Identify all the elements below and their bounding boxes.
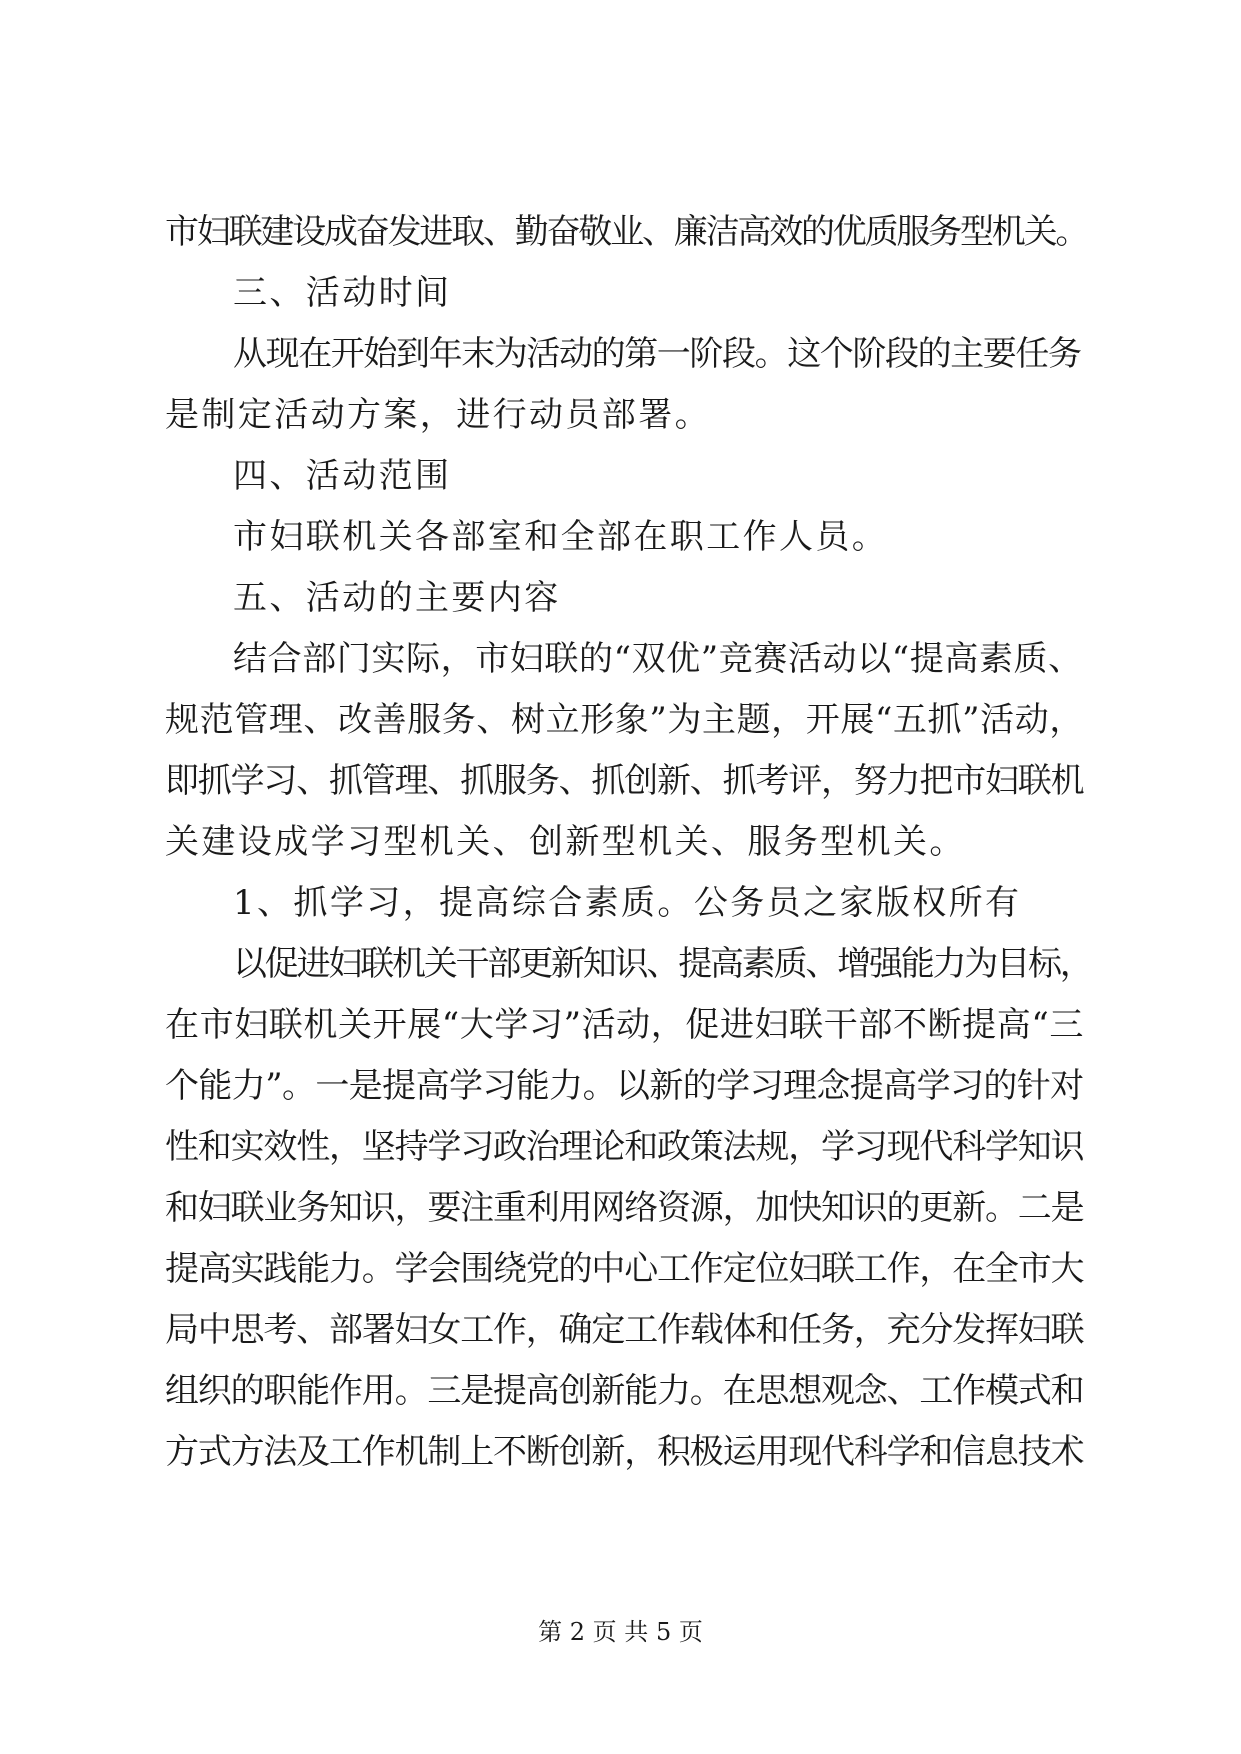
text-line: 性和实效性，坚持学习政治理论和政策法规，学习现代科学知识 xyxy=(165,1127,1084,1167)
text-line: 以促进妇联机关干部更新知识、提高素质、增强能力为目标， xyxy=(233,944,1092,984)
text-line: 市妇联建设成奋发进取、勤奋敬业、廉洁高效的优质服务型机关。 xyxy=(165,212,1088,252)
text-line: 从现在开始到年末为活动的第一阶段。这个阶段的主要任务 xyxy=(233,334,1081,374)
text-line: 是制定活动方案，进行动员部署。 xyxy=(165,395,711,435)
text-line: 五、活动的主要内容 xyxy=(233,578,561,618)
text-line: 四、活动范围 xyxy=(233,456,452,496)
text-line: 局中思考、部署妇女工作，确定工作载体和任务，充分发挥妇联 xyxy=(165,1310,1084,1350)
text-line: 和妇联业务知识，要注重利用网络资源，加快知识的更新。二是 xyxy=(165,1188,1084,1228)
page-footer: 第 2 页 共 5 页 xyxy=(538,1618,703,1646)
text-line: 方式方法及工作机制上不断创新，积极运用现代科学和信息技术 xyxy=(165,1432,1084,1472)
text-line: 1、抓学习，提高综合素质。公务员之家版权所有 xyxy=(233,883,1022,923)
text-line: 组织的职能作用。三是提高创新能力。在思想观念、工作模式和 xyxy=(165,1371,1084,1411)
text-line: 规范管理、改善服务、树立形象”为主题，开展“五抓”活动， xyxy=(165,700,1084,740)
document-body xyxy=(165,202,1092,1483)
text-line: 在市妇联机关开展“大学习”活动，促进妇联干部不断提高“三 xyxy=(165,1005,1084,1045)
text-line: 关建设成学习型机关、创新型机关、服务型机关。 xyxy=(165,822,966,862)
text-line: 三、活动时间 xyxy=(233,273,452,313)
text-line: 市妇联机关各部室和全部在职工作人员。 xyxy=(233,517,889,557)
text-line: 结合部门实际，市妇联的“双优”竞赛活动以“提高素质、 xyxy=(233,639,1083,679)
text-line: 个能力”。一是提高学习能力。以新的学习理念提高学习的针对 xyxy=(165,1066,1084,1106)
text-line: 即抓学习、抓管理、抓服务、抓创新、抓考评，努力把市妇联机 xyxy=(165,761,1084,801)
text-line: 提高实践能力。学会围绕党的中心工作定位妇联工作，在全市大 xyxy=(165,1249,1084,1289)
